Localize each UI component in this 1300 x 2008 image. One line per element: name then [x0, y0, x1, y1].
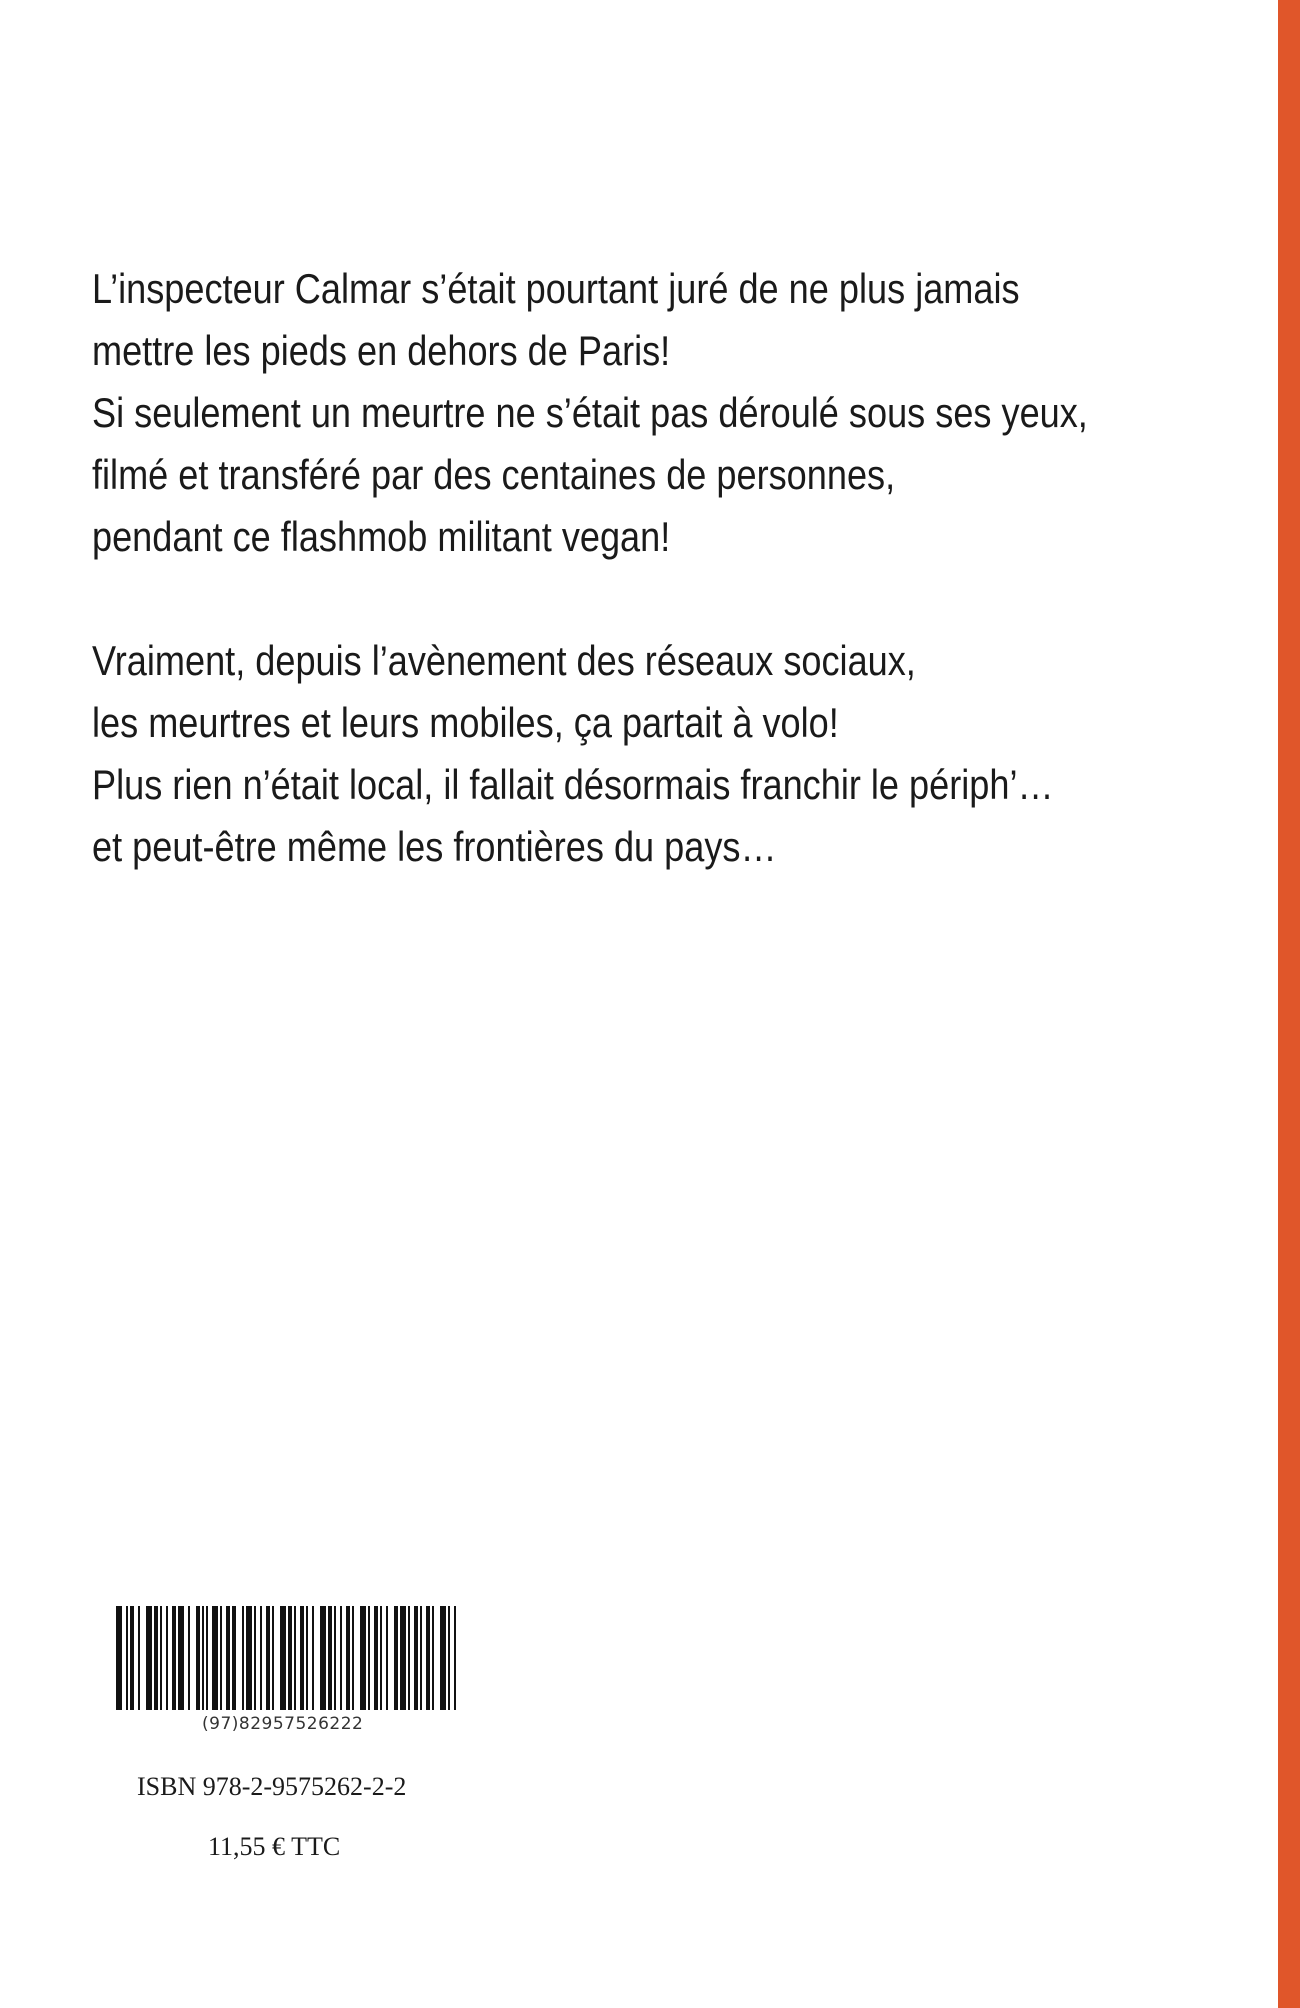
barcode-bar: [300, 1606, 304, 1710]
barcode-bar: [116, 1606, 122, 1710]
barcode-bar: [226, 1606, 230, 1710]
blurb-line: Vraiment, depuis l’avènement des réseaux sociaux,: [92, 637, 916, 684]
barcode-bar: [360, 1606, 366, 1710]
barcode-bar: [306, 1606, 308, 1710]
barcode-bar: [146, 1606, 152, 1710]
barcode-bar: [154, 1606, 158, 1710]
barcode-bar: [172, 1606, 176, 1710]
spine-accent-band: [1278, 0, 1300, 2008]
blurb-line: mettre les pieds en dehors de Paris!: [92, 327, 671, 374]
barcode-bar: [280, 1606, 286, 1710]
barcode-bar: [242, 1606, 244, 1710]
isbn-number: ISBN 978-2-9575262-2-2: [137, 1772, 407, 1801]
barcode-bar: [202, 1606, 204, 1710]
barcode-bar: [352, 1606, 354, 1710]
barcode-bar: [266, 1606, 270, 1710]
barcode-bar: [386, 1606, 388, 1710]
blurb-paragraph-2: [92, 630, 1054, 878]
barcode-bar: [294, 1606, 296, 1710]
barcode-bar: [414, 1606, 418, 1710]
barcode-bar: [368, 1606, 370, 1710]
barcode-bar: [400, 1606, 406, 1710]
barcode-bar: [312, 1606, 314, 1710]
barcode-bar: [254, 1606, 256, 1710]
blurb-line: filmé et transféré par des centaines de personnes,: [92, 451, 896, 498]
blurb-text: [92, 258, 1088, 940]
barcode-bar: [288, 1606, 292, 1710]
barcode-bar: [130, 1606, 134, 1710]
barcode-bar: [272, 1606, 274, 1710]
barcode-bar: [232, 1606, 236, 1710]
blurb-line: pendant ce flashmob militant vegan!: [92, 513, 671, 560]
barcode-bar: [196, 1606, 200, 1710]
barcode-bar: [380, 1606, 382, 1710]
barcode-bar: [212, 1606, 218, 1710]
barcode-bar: [138, 1606, 140, 1710]
blurb-paragraph-1: [92, 258, 1088, 568]
barcode-bar: [320, 1606, 326, 1710]
barcode-bar: [166, 1606, 168, 1710]
barcode: [112, 1606, 468, 1734]
barcode-bar: [420, 1606, 422, 1710]
barcode-bar: [440, 1606, 446, 1710]
blurb-line: les meurtres et leurs mobiles, ça partait à volo!: [92, 699, 839, 746]
barcode-bar: [448, 1606, 450, 1710]
barcode-bar: [188, 1606, 190, 1710]
barcode-bar: [246, 1606, 252, 1710]
blurb-line: et peut-être même les frontières du pays…: [92, 823, 777, 870]
barcode-bar: [126, 1606, 128, 1710]
barcode-bar: [220, 1606, 222, 1710]
barcode-bar: [346, 1606, 350, 1710]
blurb-line: Plus rien n’était local, il fallait désormais franchir le périph’…: [92, 761, 1054, 808]
barcode-bar: [408, 1606, 410, 1710]
barcode-bar: [178, 1606, 184, 1710]
barcode-bar: [454, 1606, 456, 1710]
barcode-bar: [340, 1606, 342, 1710]
barcode-bar: [334, 1606, 336, 1710]
barcode-bar: [160, 1606, 162, 1710]
barcode-bar: [328, 1606, 332, 1710]
barcode-bar: [260, 1606, 262, 1710]
barcode-bar: [432, 1606, 434, 1710]
blurb-line: Si seulement un meurtre ne s’était pas déroulé sous ses yeux,: [92, 389, 1088, 436]
barcode-bar: [206, 1606, 208, 1710]
barcode-bar: [374, 1606, 378, 1710]
price-label: 11,55 € TTC: [208, 1832, 341, 1861]
barcode-bar: [426, 1606, 430, 1710]
barcode-digits: (97)82957526222: [202, 1714, 364, 1734]
barcode-bar: [394, 1606, 398, 1710]
barcode-icon: [112, 1606, 468, 1714]
blurb-line: L’inspecteur Calmar s’était pourtant juré de ne plus jamais: [92, 265, 1020, 312]
